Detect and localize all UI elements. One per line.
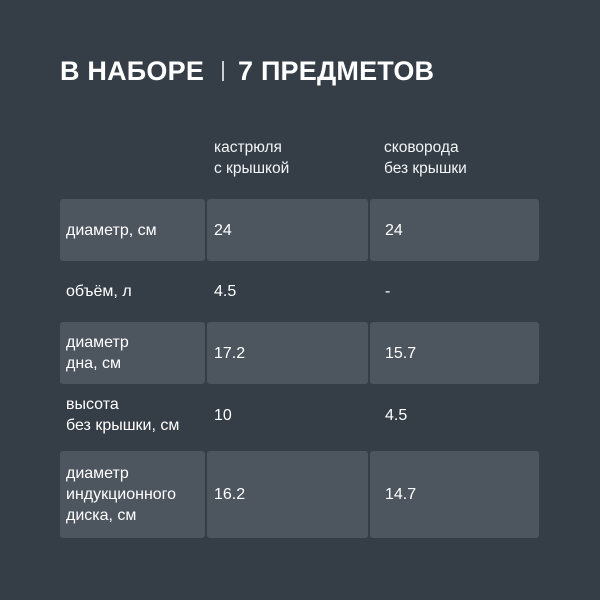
row-label: диаметр индукционного диска, см xyxy=(60,451,205,538)
item-count: 7 ПРЕДМЕТОВ xyxy=(238,55,435,86)
pan-value: 4.5 xyxy=(385,406,408,424)
table-row xyxy=(60,261,539,322)
table-row xyxy=(60,384,539,446)
page-title xyxy=(60,56,434,86)
row-label: диаметр дна, см xyxy=(60,322,205,384)
pot-value: 24 xyxy=(207,199,368,261)
pan-value: 14.7 xyxy=(370,451,539,538)
column-header-pot: кастрюля с крышкой xyxy=(214,139,290,177)
column-header-pan: сковорода без крышки xyxy=(384,139,467,177)
pot-value: 10 xyxy=(214,406,232,424)
title-divider xyxy=(222,61,224,81)
table-row xyxy=(60,451,539,538)
row-label: диаметр, см xyxy=(60,199,205,261)
pan-value: - xyxy=(385,283,391,300)
pot-value: 17.2 xyxy=(207,322,368,384)
pan-value: 24 xyxy=(370,199,539,261)
pan-value: 15.7 xyxy=(370,322,539,384)
table-row xyxy=(60,199,539,261)
pot-value: 16.2 xyxy=(207,451,368,538)
row-label: высота без крышки, см xyxy=(66,396,180,434)
set-label: В НАБОРЕ xyxy=(60,55,205,86)
row-label: объём, л xyxy=(66,283,132,300)
table-row xyxy=(60,322,539,384)
pot-value: 4.5 xyxy=(214,283,237,300)
